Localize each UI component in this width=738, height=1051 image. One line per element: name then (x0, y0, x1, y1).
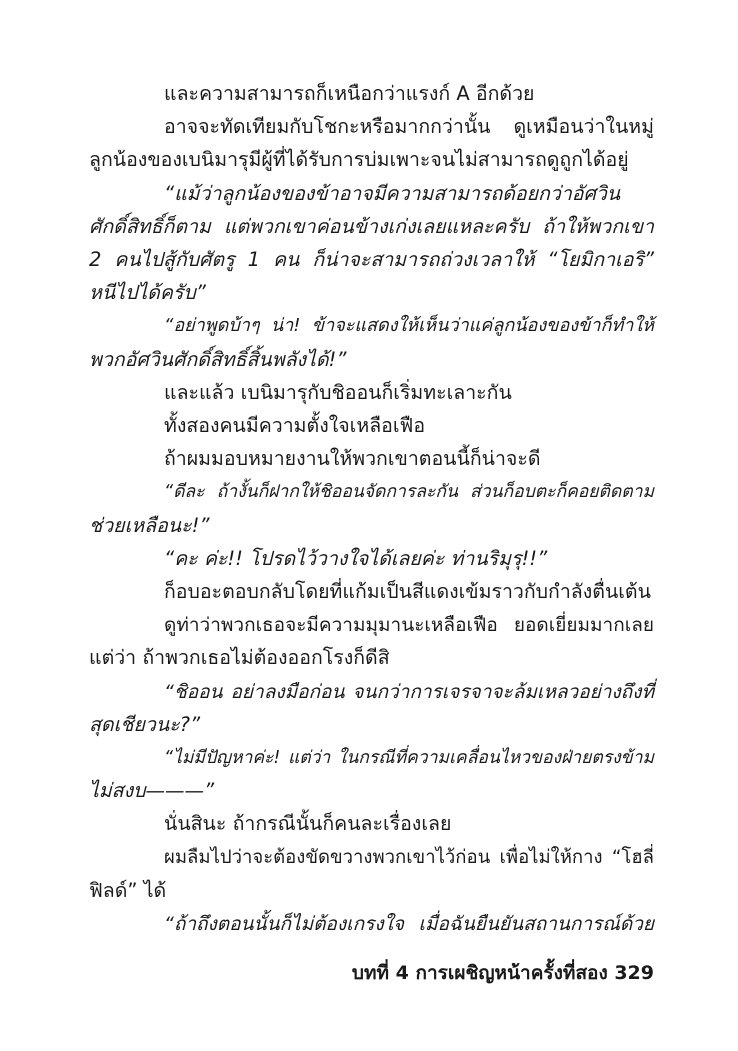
text-line: แต่ว่า ถ้าพวกเธอไม่ต้องออกโรงก็ดีสิ (89, 646, 390, 669)
text-line: ฟิลด์” ได้ (89, 879, 167, 902)
text-line: ทั้งสองคนมีความตั้งใจเหลือเฟือ (164, 414, 426, 437)
text-line: และความสามารถก็เหนือกว่าแรงก์ A อีกด้วย (164, 82, 535, 105)
text-line: ดูท่าว่าพวกเธอจะมีความมุมานะเหลือเฟือ ยอดเยี่ยมมากเลย (164, 614, 654, 636)
text-line: สุดเชียวนะ?” (89, 713, 201, 736)
text-line: ช่วยเหลือนะ!” (89, 514, 210, 537)
text-line: “ชิออน อย่าลงมือก่อน จนกว่าการเจรจาจะล้มเหลวอย่างถึงที่ (164, 681, 654, 703)
text-line: พวกอัศวินศักดิ์สิทธิ์สิ้นพลังได้!” (89, 348, 347, 371)
text-line: “ไม่มีปัญหาค่ะ! แต่ว่า ในกรณีที่ความเคลื่อนไหวของฝ่ายตรงข้าม (164, 748, 654, 768)
text-line: “ดีละ ถ้างั้นก็ฝากให้ชิออนจัดการละกัน ส่วนก็อบตะก็คอยติดตาม (164, 482, 654, 502)
footer-chapter-and-page: บทที่ 4 การเผชิญหน้าครั้งที่สอง 329 (351, 962, 654, 984)
text-line: ลูกน้องของเบนิมารุมีผู้ที่ได้รับการบ่มเพาะจนไม่สามารถดูถูกได้อยู่ (89, 148, 629, 171)
text-line: 2 คนไปสู้กับศัตรู 1 คน ก็น่าจะสามารถถ่วงเวลาให้ “โยมิกาเอริ” (89, 248, 654, 271)
text-line: อาจจะทัดเทียมกับโชกะหรือมากกว่านั้น ดูเหมือนว่าในหมู่ (164, 115, 654, 138)
text-line: และแล้ว เบนิมารุกับชิออนก็เริ่มทะเลาะกัน (164, 381, 512, 404)
text-line: “อย่าพูดบ้าๆ น่า! ข้าจะแสดงให้เห็นว่าแค่ลูกน้องของข้าก็ทำให้ (164, 315, 654, 336)
text-line: ไม่สงบ———” (89, 779, 215, 802)
page-footer (0, 957, 654, 989)
text-line: “คะ ค่ะ!! โปรดไว้วางใจได้เลยค่ะ ท่านริมุรุ!!” (164, 547, 548, 570)
text-line: ศักดิ์สิทธิ์ก็ตาม แต่พวกเขาค่อนข้างเก่งเลยแหละครับ ถ้าให้พวกเขา (89, 215, 654, 238)
text-line: “แม้ว่าลูกน้องของข้าอาจมีความสามารถด้อยกว่าอัศวิน (164, 182, 621, 205)
text-line: หนีไปได้ครับ” (89, 281, 206, 304)
text-line: ผมลืมไปว่าจะต้องขัดขวางพวกเขาไว้ก่อน เพื่อไม่ให้กาง “โฮลี่ (164, 847, 654, 868)
text-line: “ถ้าถึงตอนนั้นก็ไม่ต้องเกรงใจ เมื่อฉันยืนยันสถานการณ์ด้วย (164, 913, 654, 935)
text-line: นั่นสินะ ถ้ากรณีนั้นก็คนละเรื่องเลย (164, 812, 452, 835)
text-line: ถ้าผมมอบหมายงานให้พวกเขาตอนนี้ก็น่าจะดี (164, 447, 541, 470)
text-line: ก็อบอะตอบกลับโดยที่แก้มเป็นสีแดงเข้มราวกับกำลังตื่นเต้น (164, 580, 651, 603)
